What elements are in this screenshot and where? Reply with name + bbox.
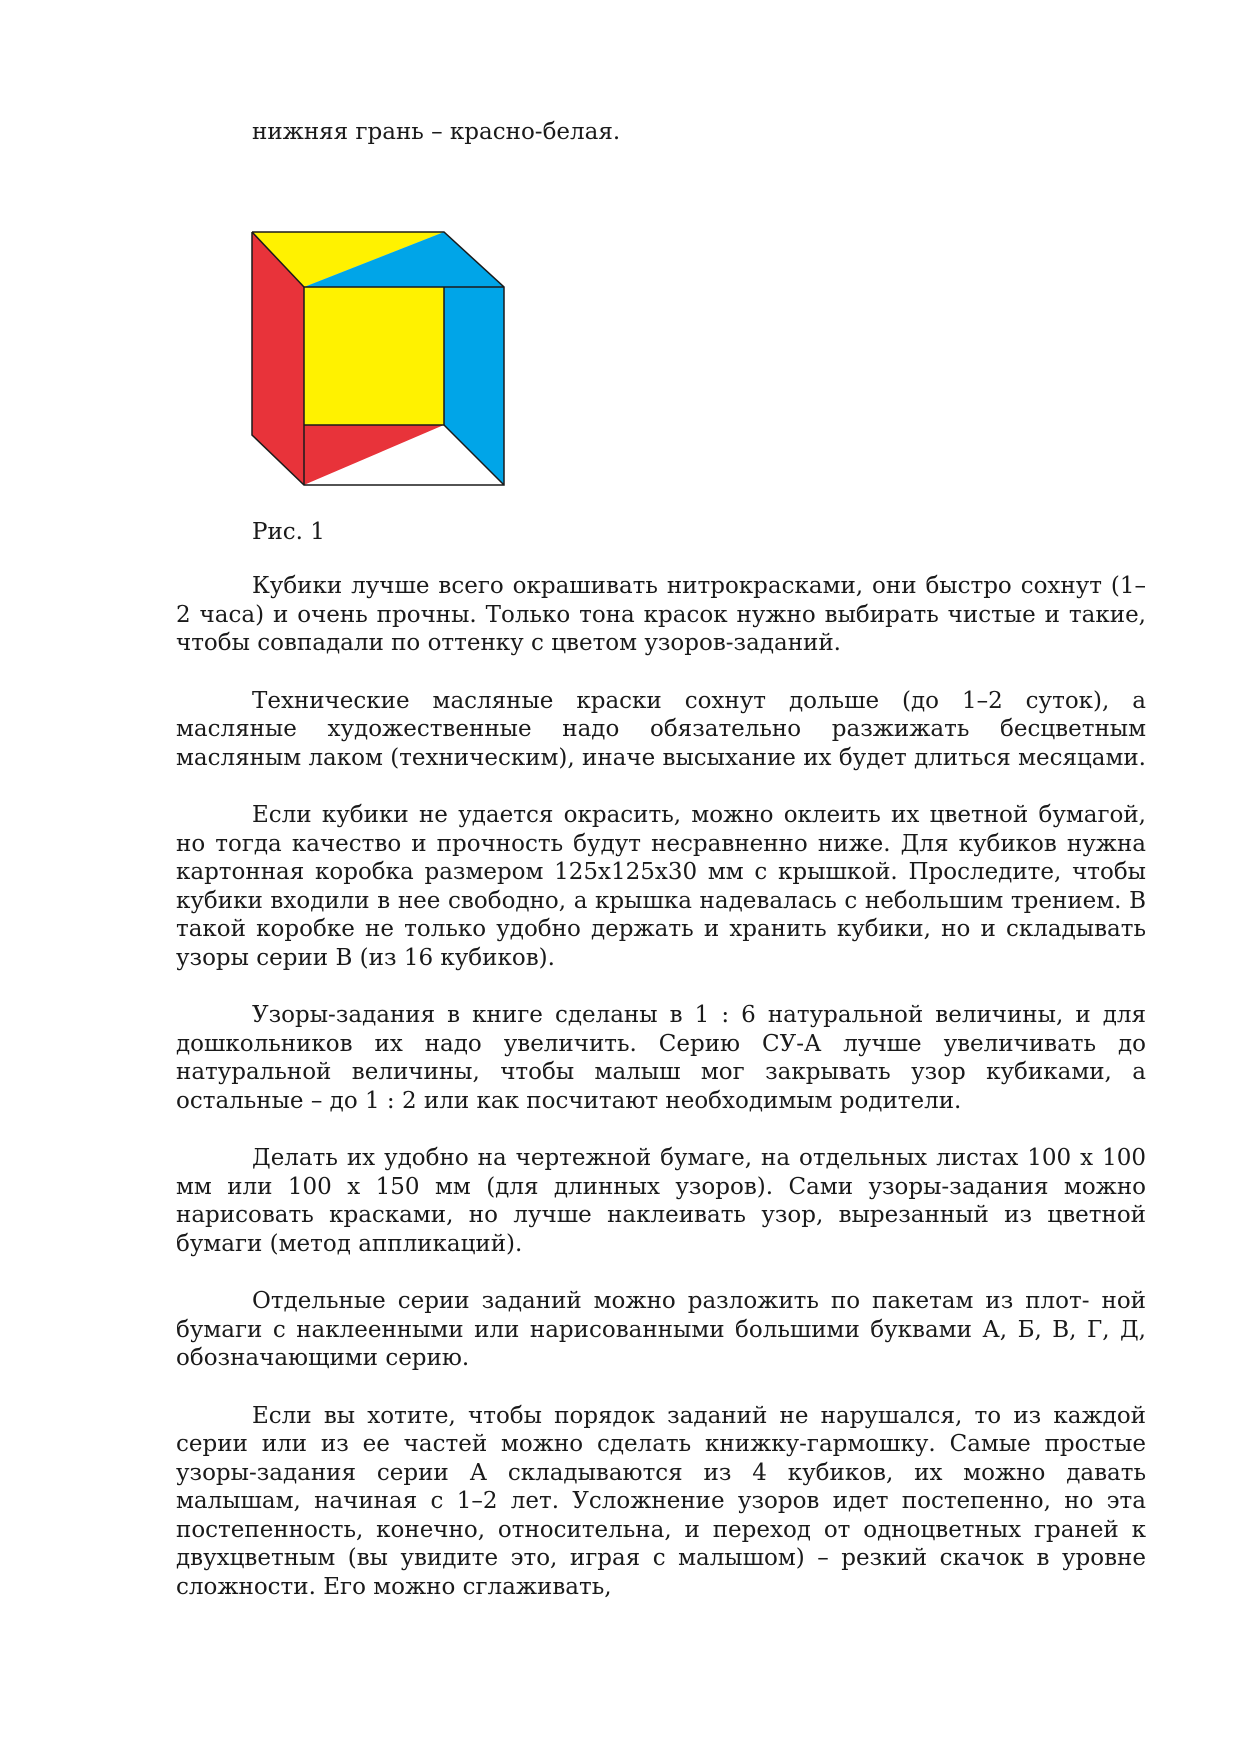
cube-figure [244,225,524,495]
paragraph: Узоры-задания в книге сделаны в 1 : 6 натуральной величины, и для дошкольников их надо увеличить. Серию СУ-А лучше увеличивать до натуральной величины, чтобы малыш мог закрывать узор кубиками, а остальные – до 1 : 2 или как посчитают необходимым родители. [176,1002,1146,1114]
paragraph: Если кубики не удается окрасить, можно оклеить их цветной бумагой, но тогда качество и прочность будут несравненно ниже. Для кубиков нужна картонная коробка размером 125х125х30 мм с крышкой. Проследите, чтобы кубики входили в нее свободно, а крышка надевалась с небольшим трением. В такой коробке не только удобно держать и хранить кубики, но и складывать узоры серии В (из 16 кубиков). [176,802,1146,971]
cube-face-front-yellow [304,287,444,425]
paragraph: Технические масляные краски сохнут дольше (до 1–2 суток), а масляные художественные надо обязательно разжижать бесцветным масляным лаком (техническим), иначе высыхание их будет длиться месяцами. [176,687,1146,771]
body-text [176,572,1146,1630]
intro-line: нижняя грань – красно-белая. [252,119,621,145]
figure-caption: Рис. 1 [252,519,325,545]
paragraph: Делать их удобно на чертежной бумаге, на отдельных листах 100 х 100 мм или 100 х 150 мм (для длинных узоров). Сами узоры-задания можно нарисовать красками, но лучше наклеивать узор, вырезанный из цветной бумаги (метод аппликаций). [176,1145,1146,1257]
cube-illustration [244,225,524,495]
paragraph: Если вы хотите, чтобы порядок заданий не нарушался, то из каждой серии или из ее частей можно сделать книжку-гармошку. Самые простые узоры-задания серии А складываются из 4 кубиков, их можно давать малышам, начиная с 1–2 лет. Усложнение узоров идет постепенно, но эта постепенность, конечно, относительна, и переход от одноцветных граней к двухцветным (вы увидите это, играя с малышом) – резкий скачок в уровне сложности. Его можно сглаживать, [176,1402,1146,1600]
paragraph: Кубики лучше всего окрашивать нитрокрасками, они быстро сохнут (1–2 часа) и очень прочны. Только тона красок нужно выбирать чистые и такие, чтобы совпадали по оттенку с цветом узоров-заданий. [176,573,1146,656]
paragraph: Отдельные серии заданий можно разложить по пакетам из плот- ной бумаги с наклеенными или нарисованными большими буквами А, Б, В, Г, Д, обозначающими серию. [176,1288,1146,1371]
